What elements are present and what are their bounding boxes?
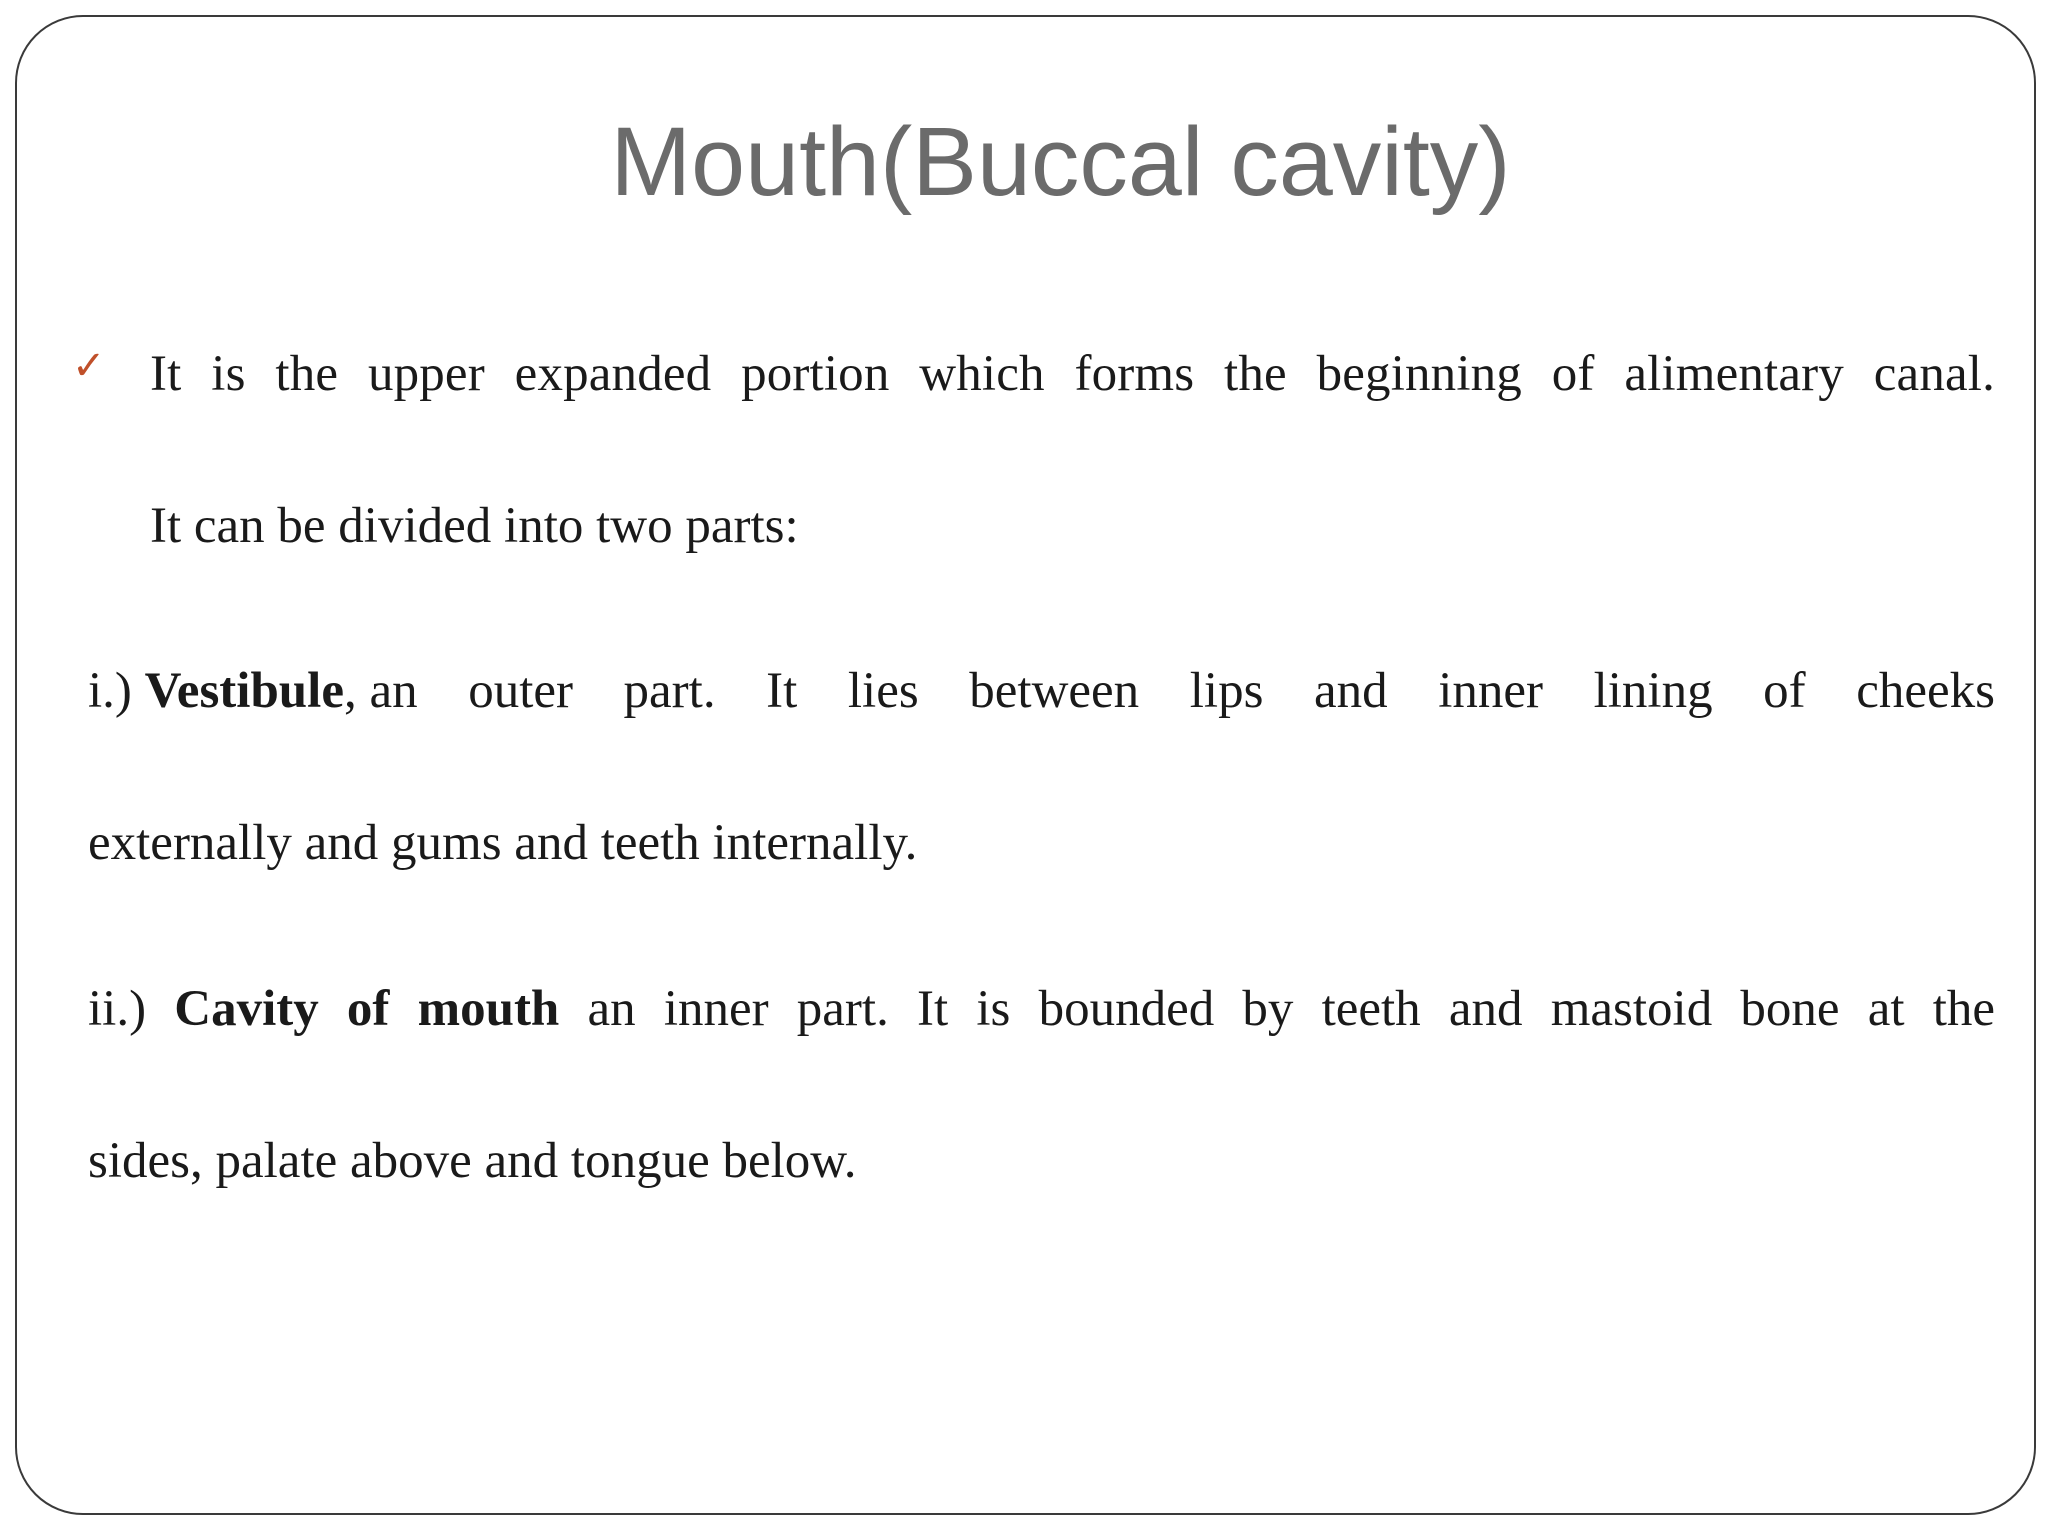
item-vestibule-word: cheeks [1856,663,1995,719]
item-vestibule-word: inner [1438,663,1543,719]
item-vestibule-number: i.) [88,663,132,719]
item-vestibule-term: Vestibule [144,663,344,719]
bullet-line-2: It can be divided into two parts: [150,498,799,554]
slide-title: Mouth(Buccal cavity) [610,107,1511,216]
slide-frame [15,15,2036,1515]
item-vestibule-word: , an [343,663,418,719]
item-vestibule-line-1 [88,662,1995,720]
item-vestibule-lead [88,662,418,720]
item-vestibule-word: part. [623,663,716,719]
bullet-line-1: It is the upper expanded portion which forms the beginning of alimentary canal. [150,346,1995,402]
item-vestibule-word: It [766,663,798,719]
item-cavity-line-1 [88,980,1995,1038]
item-vestibule-word: lining [1593,663,1713,719]
item-vestibule-word: outer [468,663,573,719]
item-vestibule-word: between [969,663,1140,719]
item-vestibule-word: lips [1189,663,1264,719]
checkmark-icon: ✓ [72,343,106,389]
item-vestibule-word: lies [847,663,919,719]
item-vestibule-word: of [1763,663,1806,719]
item-cavity-number: ii.) [88,981,147,1037]
item-vestibule-line-2: externally and gums and teeth internally. [88,815,918,871]
item-cavity-text: an inner part. It is bounded by teeth and mastoid bone at the [587,981,1995,1037]
item-cavity-term: Cavity of mouth [174,981,560,1037]
item-vestibule-word: and [1314,663,1388,719]
item-cavity-line-2: sides, palate above and tongue below. [88,1133,857,1189]
